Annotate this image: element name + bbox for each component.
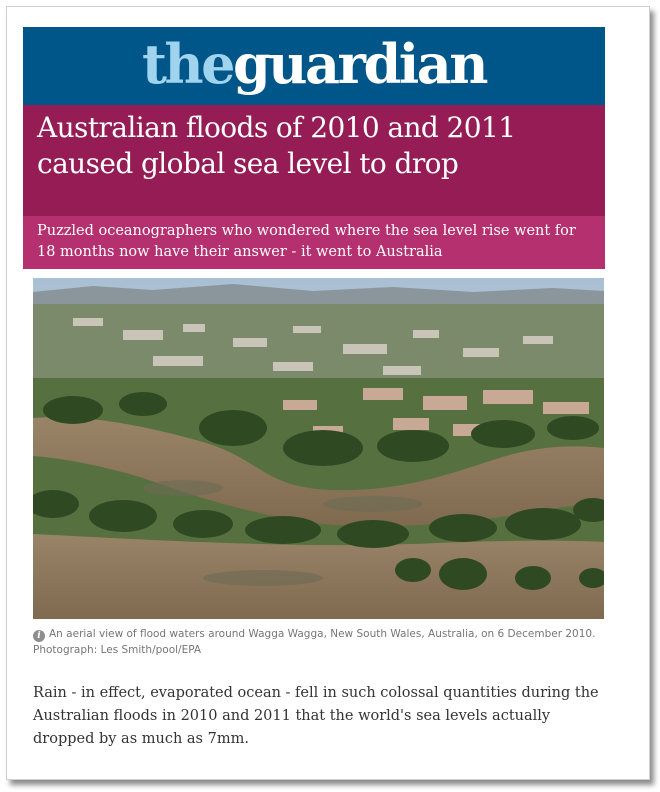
flood-aerial-photo [33,278,604,619]
article-headline: Australian floods of 2010 and 2011 caused global sea level to drop [37,111,516,180]
caption-text: An aerial view of flood waters around Wagga Wagga, New South Wales, Australia, on 6 December 2010. Photograph: Les Smith/pool/EPA [33,628,596,656]
article-body-paragraph: Rain - in effect, evaporated ocean - fell in such colossal quantities during the Australian floods in 2010 and 2011 that the world's sea levels actually dropped by as much as 7mm. [33,685,599,747]
flood-photo-illustration [33,278,604,619]
guardian-logo[interactable] [142,29,486,99]
standfirst-block [23,216,605,269]
article-standfirst: Puzzled oceanographers who wondered where the sea level rise went for 18 months now have their answer - it went to Australia [37,223,576,260]
photo-caption [33,626,608,658]
logo-guardian: guardian [233,32,487,96]
logo-the: the [141,32,234,96]
guardian-masthead[interactable] [23,27,605,105]
info-icon[interactable]: i [33,630,45,642]
headline-block [23,105,605,216]
